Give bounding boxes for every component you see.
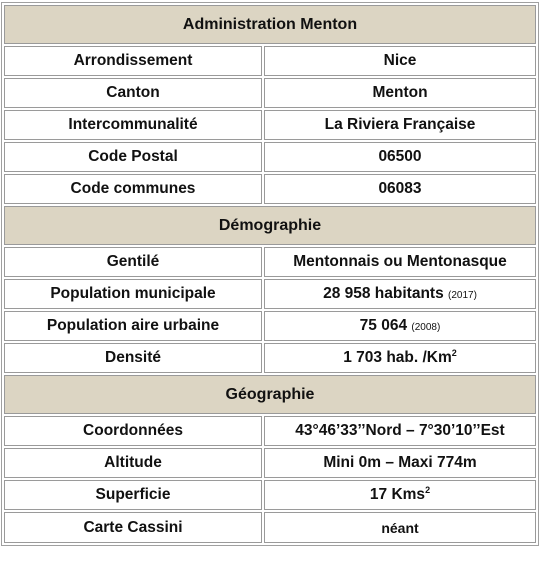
population-municipale-year: (2017) — [448, 290, 477, 301]
commune-info-table — [1, 2, 539, 546]
table-row — [4, 480, 536, 510]
row-label-intercommunalite: Intercommunalité — [4, 110, 262, 140]
table-row — [4, 448, 536, 478]
table-row — [4, 247, 536, 277]
section-title-demographie: Démographie — [4, 206, 536, 245]
table-row — [4, 142, 536, 172]
row-label-densite: Densité — [4, 343, 262, 373]
row-value-code-communes: 06083 — [264, 174, 536, 204]
section-header-demographie — [4, 206, 536, 245]
row-label-gentile: Gentilé — [4, 247, 262, 277]
row-label-population-aire: Population aire urbaine — [4, 311, 262, 341]
section-title-geographie: Géographie — [4, 375, 536, 414]
row-value-coordonnees: 43°46’33’’Nord – 7°30’10’’Est — [264, 416, 536, 446]
row-label-code-postal: Code Postal — [4, 142, 262, 172]
densite-exponent: 2 — [451, 347, 457, 358]
superficie-exponent: 2 — [425, 484, 431, 495]
table-row — [4, 311, 536, 341]
row-value-code-postal: 06500 — [264, 142, 536, 172]
row-value-canton: Menton — [264, 78, 536, 108]
section-header-geographie — [4, 375, 536, 414]
row-label-coordonnees: Coordonnées — [4, 416, 262, 446]
table-row — [4, 174, 536, 204]
table-row — [4, 343, 536, 373]
row-label-carte-cassini: Carte Cassini — [4, 512, 262, 543]
row-value-gentile: Mentonnais ou Mentonasque — [264, 247, 536, 277]
row-label-population-municipale: Population municipale — [4, 279, 262, 309]
table-row — [4, 46, 536, 76]
row-label-altitude: Altitude — [4, 448, 262, 478]
section-title-administration: Administration Menton — [4, 5, 536, 44]
table-row — [4, 78, 536, 108]
row-value-densite — [264, 343, 536, 373]
section-header-administration — [4, 5, 536, 44]
row-label-code-communes: Code communes — [4, 174, 262, 204]
row-value-carte-cassini: néant — [264, 512, 536, 543]
row-value-population-aire — [264, 311, 536, 341]
population-aire-value: 75 064 — [359, 317, 408, 334]
row-value-intercommunalite: La Riviera Française — [264, 110, 536, 140]
row-value-altitude: Mini 0m – Maxi 774m — [264, 448, 536, 478]
row-value-population-municipale — [264, 279, 536, 309]
table-row — [4, 416, 536, 446]
table-row — [4, 279, 536, 309]
row-value-superficie — [264, 480, 536, 510]
densite-value: 1 703 hab. /Km — [343, 349, 452, 366]
row-value-arrondissement: Nice — [264, 46, 536, 76]
row-label-arrondissement: Arrondissement — [4, 46, 262, 76]
table-row — [4, 110, 536, 140]
superficie-value: 17 Kms — [369, 486, 426, 503]
population-aire-year: (2008) — [411, 322, 441, 333]
row-label-superficie: Superficie — [4, 480, 262, 510]
row-label-canton: Canton — [4, 78, 262, 108]
population-municipale-value: 28 958 habitants — [323, 285, 444, 302]
table-row — [4, 512, 536, 543]
